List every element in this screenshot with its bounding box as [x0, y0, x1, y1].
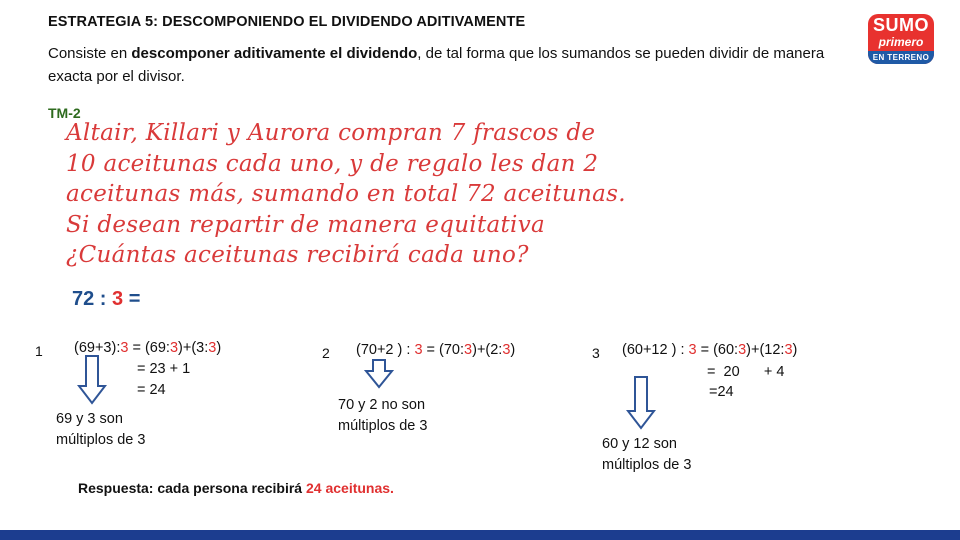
method-1-step-3: = 24 — [137, 382, 166, 398]
method-3-equation: (60+12 ) : 3 = (60:3)+(12:3) — [622, 342, 798, 358]
method-1-equation: (69+3):3 = (69:3)+(3:3) — [74, 340, 222, 356]
method-3-number: 3 — [592, 345, 600, 361]
main-equation-dividend: 72 : — [72, 288, 113, 310]
method-3-step-3: =24 — [709, 384, 734, 400]
problem-statement: Altair, Killari y Aurora compran 7 frascos de 10 aceitunas cada uno, y de regalo les dan 2 aceitunas más, sumando en total 72 aceitunas. Si desean repartir de manera equitativa ¿Cuántas aceitunas recibirá cada uno? — [66, 120, 626, 268]
method-2-down-arrow-icon — [364, 359, 394, 389]
intro-text-2: , de tal forma que los sumandos se pueden dividir de manera exacta por el divisor. — [48, 45, 825, 85]
main-equation-divisor: 3 — [112, 288, 124, 310]
answer-prefix: Respuesta: cada persona recibirá — [78, 480, 306, 496]
main-equation — [72, 288, 140, 311]
method-2-note: 70 y 2 no son múltiplos de 3 — [338, 397, 428, 434]
method-3-step-2: = 20 + 4 — [707, 364, 785, 380]
strategy-description — [48, 42, 848, 88]
logo-line-1: SUMO — [873, 15, 929, 35]
sumo-primero-logo — [868, 14, 934, 64]
answer-value: 24 aceitunas. — [306, 480, 394, 496]
intro-text-1: Consiste en — [48, 45, 132, 62]
method-1-number: 1 — [35, 343, 43, 359]
footer-bar — [0, 530, 960, 540]
method-3-down-arrow-icon — [626, 376, 656, 430]
intro-bold: descomponer aditivamente el dividendo — [131, 45, 418, 62]
method-3-note: 60 y 12 son múltiplos de 3 — [602, 436, 692, 473]
answer-text — [78, 480, 394, 496]
main-equation-equals: = — [123, 288, 141, 310]
tm-label: TM-2 — [48, 105, 81, 121]
method-1-down-arrow-icon — [77, 355, 107, 405]
logo-line-2: primero — [878, 35, 924, 49]
method-1-step-2: = 23 + 1 — [137, 361, 191, 377]
method-2-number: 2 — [322, 345, 330, 361]
method-2-equation: (70+2 ) : 3 = (70:3)+(2:3) — [356, 342, 516, 358]
method-1-note: 69 y 3 son múltiplos de 3 — [56, 411, 146, 448]
page-title: ESTRATEGIA 5: DESCOMPONIENDO EL DIVIDENDO ADITIVAMENTE — [48, 14, 526, 30]
logo-line-3: EN TERRENO — [868, 51, 934, 64]
